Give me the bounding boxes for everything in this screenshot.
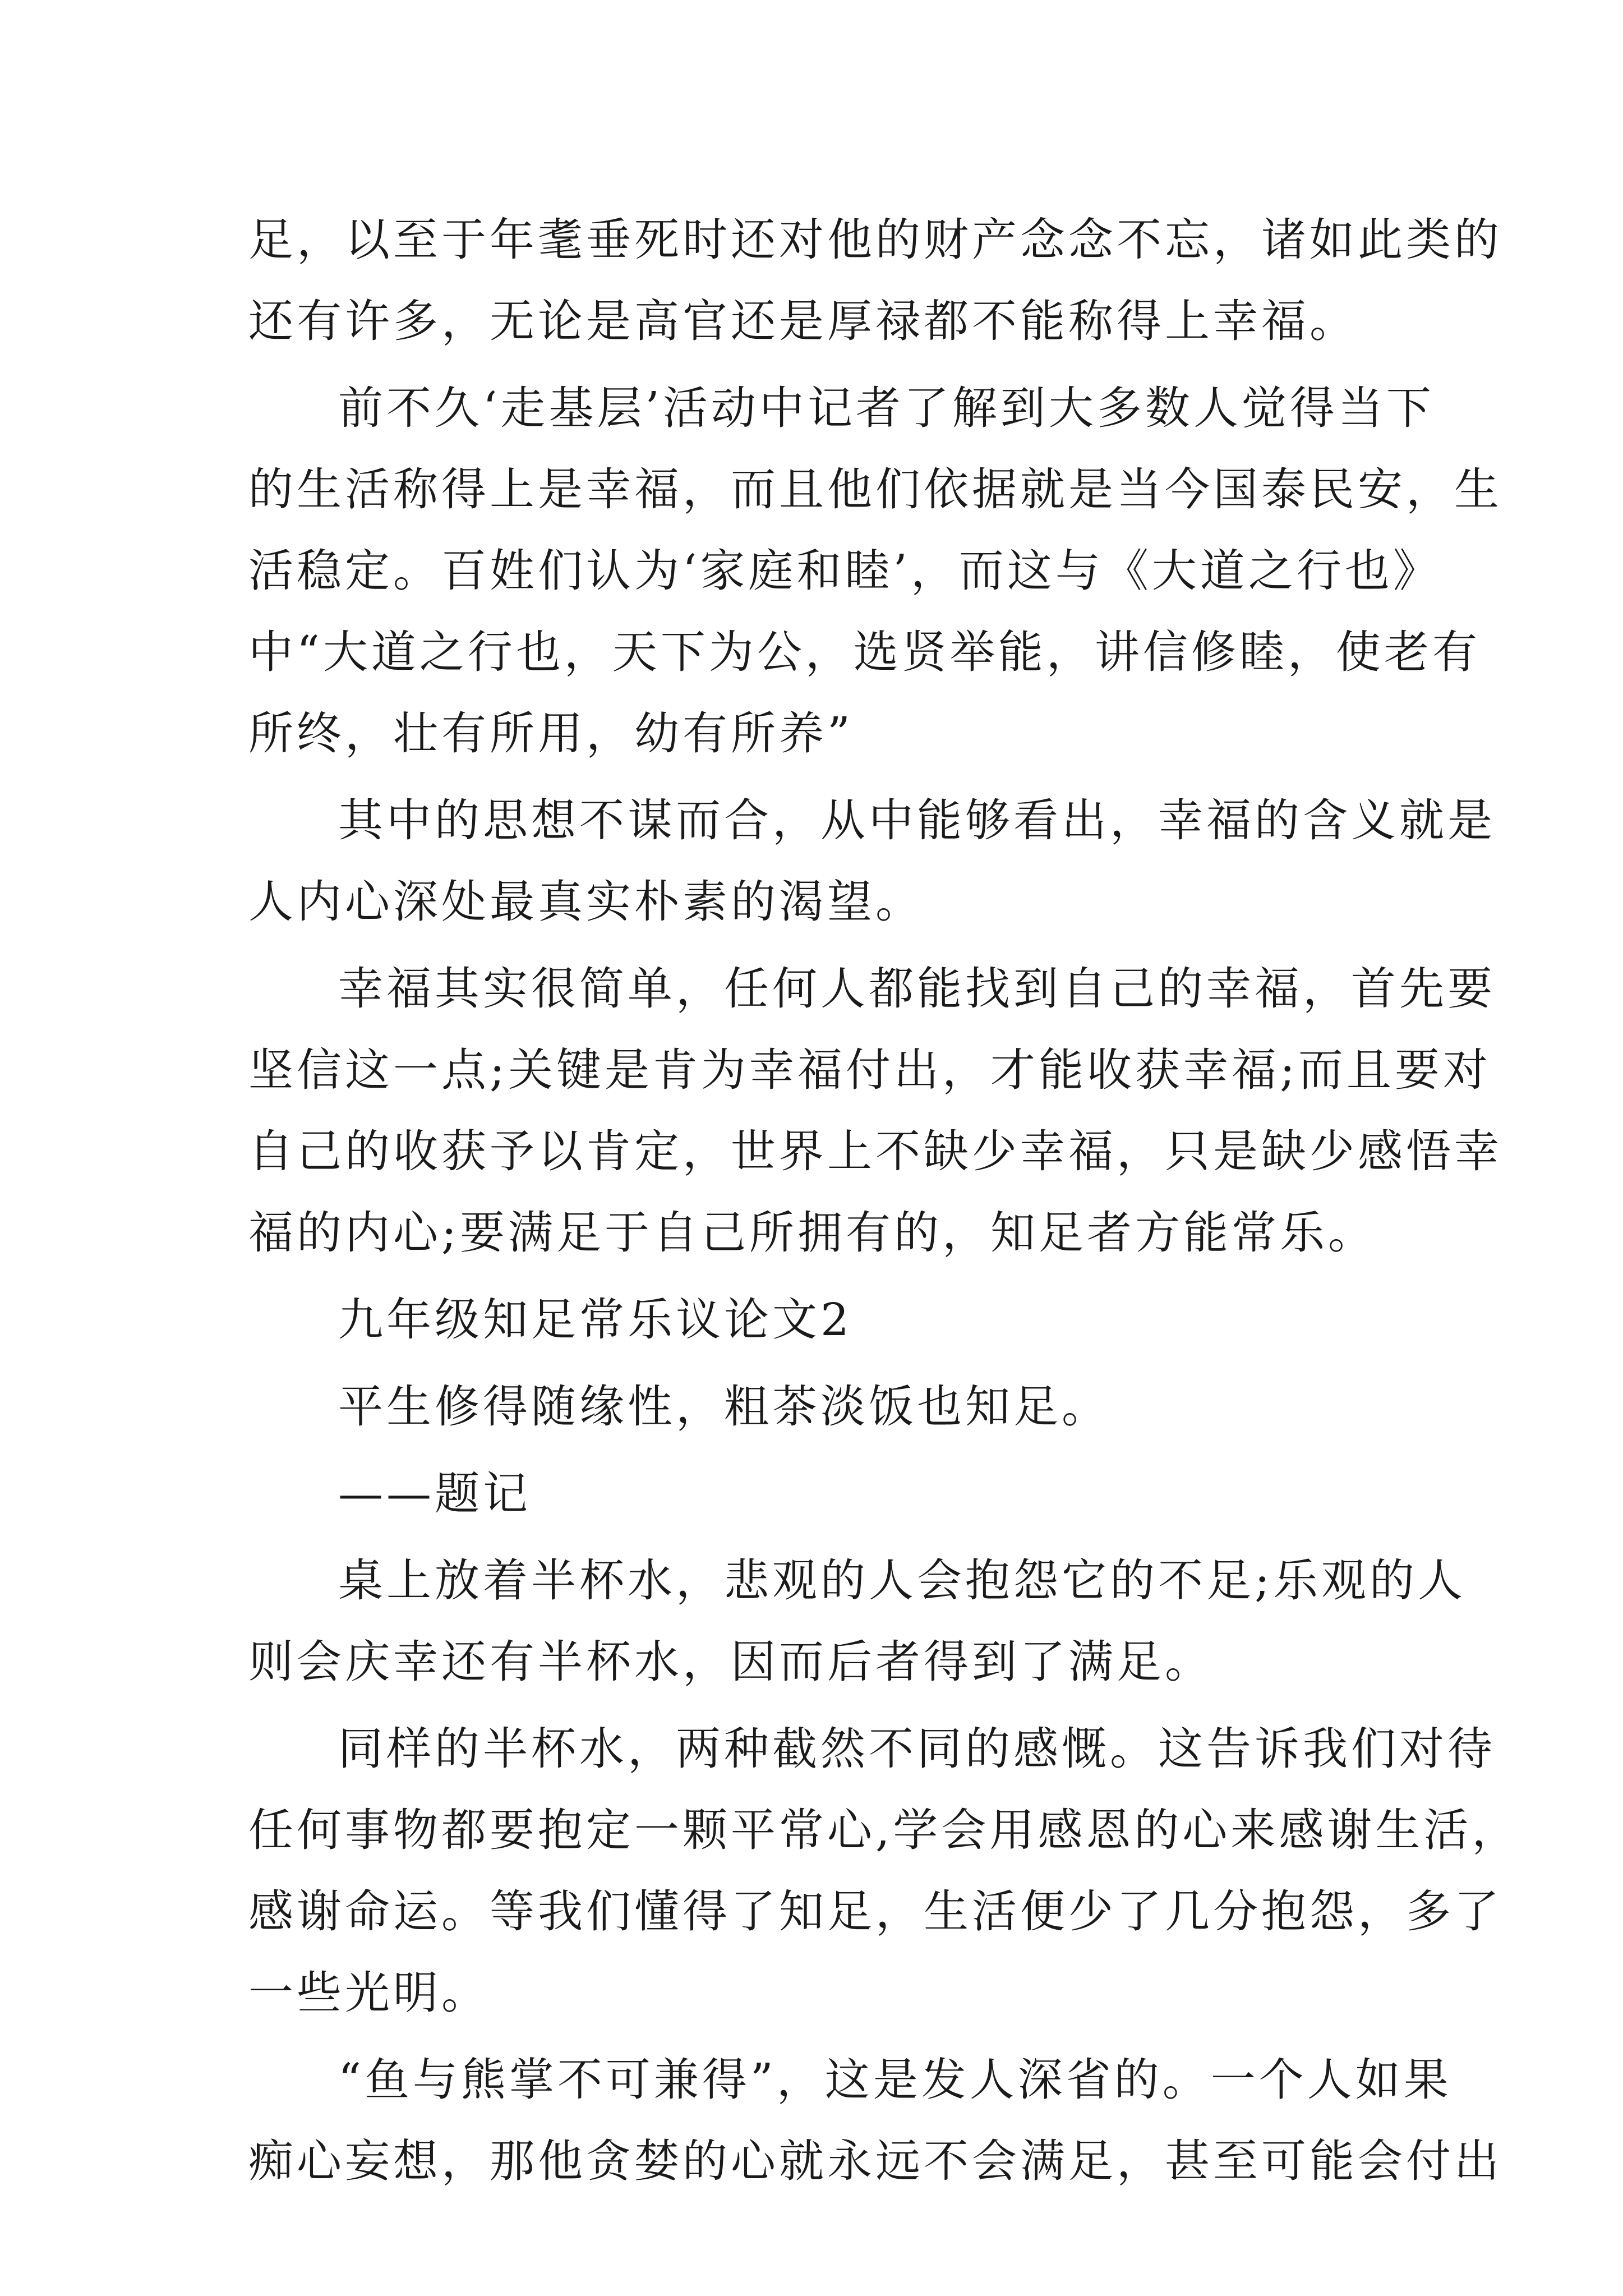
text-line: 人内心深处最真实朴素的渴望。 <box>248 876 924 928</box>
text-line: 中“大道之行也，天下为公，选贤举能，讲信修睦，使老有 <box>248 626 1481 678</box>
text-line: 坚信这一点;关键是肯为幸福付出，才能收获幸福;而且要对 <box>248 1044 1491 1096</box>
text-line: 九年级知足常乐议论文2 <box>338 1294 852 1346</box>
text-line: 还有许多，无论是高官还是厚禄都不能称得上幸福。 <box>248 295 1358 347</box>
text-line: 的生活称得上是幸福，而且他们依据就是当今国泰民安，生 <box>248 463 1502 516</box>
text-line: 痴心妄想，那他贪婪的心就永远不会满足，甚至可能会付出 <box>248 2135 1502 2187</box>
text-line: 活稳定。百姓们认为‘家庭和睦’，而这与《大道之行也》 <box>248 545 1441 597</box>
text-line: 一些光明。 <box>248 1967 490 2019</box>
text-line: 感谢命运。等我们懂得了知足，生活便少了几分抱怨，多了 <box>248 1885 1502 1938</box>
text-line: 足，以至于年耄垂死时还对他的财产念念不忘，诸如此类的 <box>248 214 1502 266</box>
text-line: “鱼与熊掌不可兼得”，这是发人深省的。一个人如果 <box>338 2054 1452 2106</box>
text-line: 任何事物都要抱定一颗平常心,学会用感恩的心来感谢生活， <box>248 1804 1520 1856</box>
text-line: 幸福其实很简单，任何人都能找到自己的幸福，首先要 <box>338 963 1496 1015</box>
text-line: 福的内心;要满足于自己所拥有的，知足者方能常乐。 <box>248 1207 1376 1259</box>
text-line: 同样的半杯水，两种截然不同的感慨。这告诉我们对待 <box>338 1723 1496 1775</box>
text-line: 其中的思想不谋而合，从中能够看出，幸福的含义就是 <box>338 794 1496 846</box>
text-line: 则会庆幸还有半杯水，因而后者得到了满足。 <box>248 1636 1213 1688</box>
text-line: ——题记 <box>338 1467 531 1520</box>
text-line: 桌上放着半杯水，悲观的人会抱怨它的不足;乐观的人 <box>338 1554 1466 1607</box>
document-body <box>248 199 1520 2202</box>
text-line: 自己的收获予以肯定，世界上不缺少幸福，只是缺少感悟幸 <box>248 1125 1502 1177</box>
text-line: 平生修得随缘性，粗茶淡饭也知足。 <box>338 1381 1110 1433</box>
text-line: 所终，壮有所用，幼有所养” <box>248 707 854 760</box>
text-line: 前不久‘走基层’活动中记者了解到大多数人觉得当下 <box>338 382 1435 434</box>
